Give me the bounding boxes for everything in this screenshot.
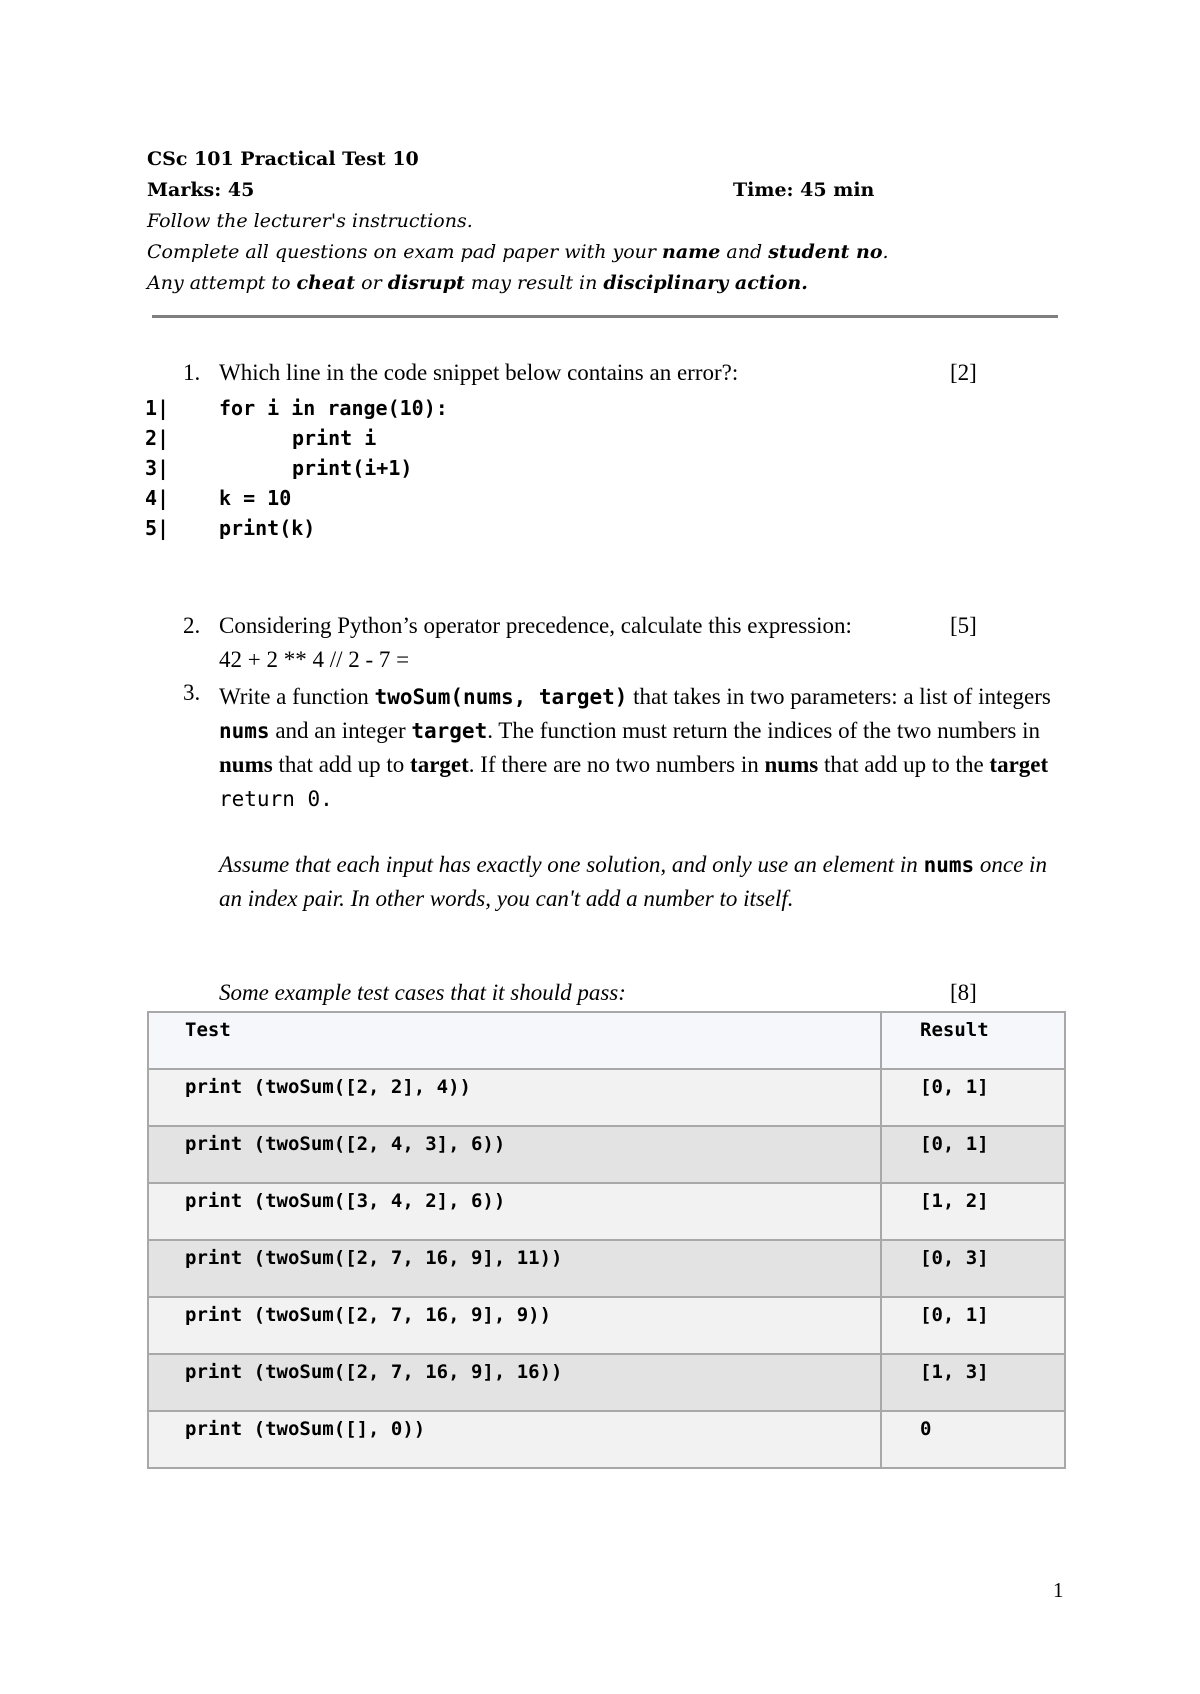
test-cell: print (twoSum([], 0)) — [148, 1411, 881, 1468]
question-3-note: Assume that each input has exactly one solution, and only use an element in nums once in an index pair. In other words, you can't add a number to itself. — [219, 852, 1047, 911]
result-cell: [1, 3] — [881, 1354, 1065, 1411]
test-cell: print (twoSum([2, 7, 16, 9], 9)) — [148, 1297, 881, 1354]
code-line: print i — [292, 426, 377, 450]
question-3-marks: [8] — [950, 980, 977, 1005]
question-3-number: 3. — [183, 680, 201, 705]
instruction-line-2: Complete all questions on exam pad paper with your name and student no. — [147, 241, 889, 263]
header-cell-test: Test — [148, 1012, 881, 1069]
instruction-line-3: Any attempt to cheat or disrupt may result in disciplinary action. — [147, 272, 808, 294]
question-2-number: 2. — [183, 613, 201, 638]
question-1-number: 1. — [183, 360, 201, 385]
code-line-number: 2| — [145, 426, 170, 450]
table-row — [148, 1297, 1065, 1354]
question-2-text: Considering Python’s operator precedence, calculate this expression: — [219, 613, 852, 638]
result-cell: 0 — [881, 1411, 1065, 1468]
test-title: CSc 101 Practical Test 10 — [147, 148, 419, 170]
code-line-number: 4| — [145, 486, 170, 510]
header-divider — [152, 315, 1058, 318]
table-row — [148, 1183, 1065, 1240]
test-cell: print (twoSum([2, 4, 3], 6)) — [148, 1126, 881, 1183]
question-2-marks: [5] — [950, 613, 977, 638]
examples-label: Some example test cases that it should pass: — [219, 980, 626, 1005]
result-cell: [0, 3] — [881, 1240, 1065, 1297]
question-2-expression: 42 + 2 ** 4 // 2 - 7 = — [219, 647, 410, 672]
code-line: for i in range(10): — [219, 396, 448, 420]
code-line-number: 1| — [145, 396, 170, 420]
code-line-number: 3| — [145, 456, 170, 480]
table-row — [148, 1069, 1065, 1126]
table-row — [148, 1354, 1065, 1411]
page-number: 1 — [1053, 1578, 1064, 1602]
table-row — [148, 1126, 1065, 1183]
instruction-line-1: Follow the lecturer's instructions. — [147, 210, 473, 232]
result-cell: [0, 1] — [881, 1126, 1065, 1183]
time-label: Time: 45 min — [733, 179, 875, 201]
question-1-text: Which line in the code snippet below contains an error?: — [219, 360, 739, 385]
test-cell: print (twoSum([2, 2], 4)) — [148, 1069, 881, 1126]
code-line: k = 10 — [219, 486, 292, 510]
marks-label: Marks: 45 — [147, 179, 255, 201]
code-line: print(k) — [219, 516, 316, 540]
question-1-marks: [2] — [950, 360, 977, 385]
table-header-row — [148, 1012, 1065, 1069]
test-cell: print (twoSum([2, 7, 16, 9], 11)) — [148, 1240, 881, 1297]
result-cell: [0, 1] — [881, 1297, 1065, 1354]
result-cell: [0, 1] — [881, 1069, 1065, 1126]
test-cell: print (twoSum([2, 7, 16, 9], 16)) — [148, 1354, 881, 1411]
test-cell: print (twoSum([3, 4, 2], 6)) — [148, 1183, 881, 1240]
table-row — [148, 1411, 1065, 1468]
result-cell: [1, 2] — [881, 1183, 1065, 1240]
test-cases-table — [147, 1011, 1066, 1469]
header-cell-result: Result — [881, 1012, 1065, 1069]
code-line-number: 5| — [145, 516, 170, 540]
code-line: print(i+1) — [292, 456, 413, 480]
question-3-text: Write a function twoSum(nums, target) that takes in two parameters: a list of integers nums and an integer target. The function must return the indices of the two numbers in nums that add up to target. If there are no two numbers in nums that add up to the target return 0. — [219, 684, 1051, 811]
table-row — [148, 1240, 1065, 1297]
